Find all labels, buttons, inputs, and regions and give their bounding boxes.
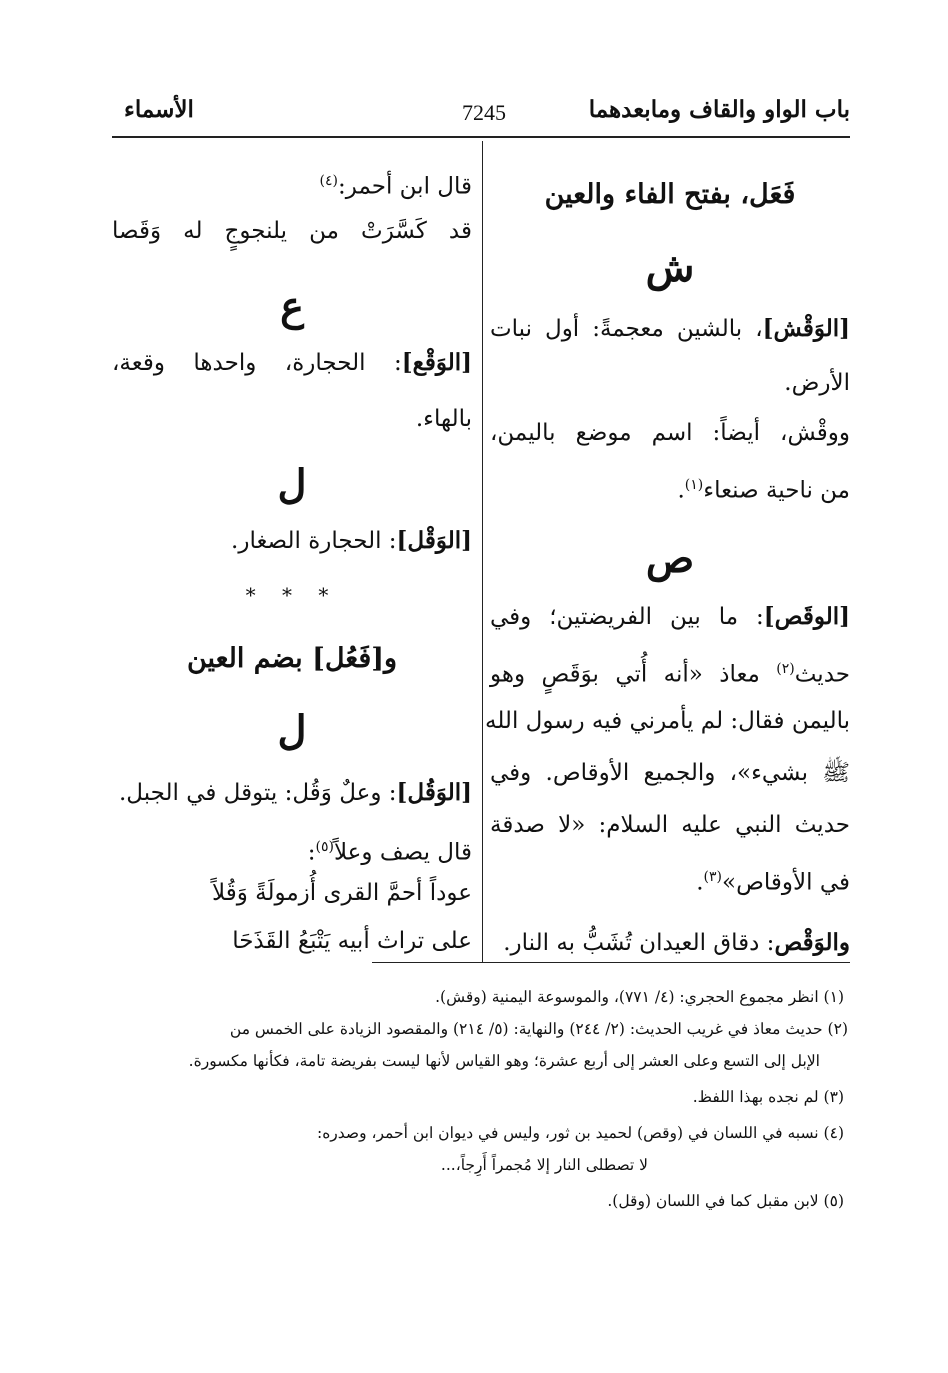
verse-intro bbox=[112, 832, 472, 868]
entry-keyword: [الوقَص] bbox=[763, 603, 850, 630]
letter-heading-shin: ش bbox=[645, 244, 695, 291]
entry-text: . bbox=[696, 869, 704, 896]
entry-waqsh-line1 bbox=[490, 314, 850, 344]
entry-waqs bbox=[490, 928, 850, 958]
footnote-separator bbox=[372, 962, 850, 963]
entry-waq-line1 bbox=[112, 348, 472, 378]
footnote-4: (٤) نسبه في اللسان في (وقص) لحميد بن ثور، وليس في ديوان ابن أحمر، وصدره: bbox=[316, 1124, 844, 1142]
entry-text: : وعلٌ وَقُل: يتوقل في الجبل. bbox=[118, 780, 397, 806]
footnote-3: (٣) لم نجده بهذا اللفظ. bbox=[692, 1088, 844, 1106]
footnote-2: (٢) حديث معاذ في غريب الحديث: (٢/ ٢٤٤) والنهاية: (٥/ ٢١٤) والمقصود الزيادة على الخمس من bbox=[229, 1020, 848, 1038]
section-heading: و[فَعُل] بضم العين bbox=[186, 643, 398, 674]
footnote-4-verse: لا تصطلى النار إلا مُجمراً أَرِجاً،... bbox=[440, 1156, 648, 1174]
entry-text: : الحجارة الصغار. bbox=[231, 528, 397, 554]
entry-waqsh2-line2 bbox=[490, 470, 850, 506]
quote-intro-text: قال ابن أحمر: bbox=[338, 173, 472, 200]
column-divider bbox=[482, 141, 483, 963]
entry-text: من ناحية صنعاء bbox=[703, 477, 850, 504]
section-heading: فَعَل، بفتح الفاء والعين bbox=[544, 179, 796, 210]
entry-keyword: [الوَقْش] bbox=[762, 315, 850, 342]
entry-keyword: [الوَقْع] bbox=[401, 349, 472, 376]
footnote-1: (١) انظر مجموع الحجري: (٤/ ٧٧١)، والموسوعة اليمنية (وقش). bbox=[435, 988, 844, 1006]
entry-waql bbox=[112, 526, 472, 556]
entry-text: ، بالشين معجمةً: أول نبات bbox=[490, 316, 763, 342]
verse-intro-text: قال يصف وعلاً bbox=[333, 839, 472, 866]
entry-text: حديث bbox=[794, 661, 850, 688]
entry-keyword: [الوَقُل] bbox=[396, 779, 472, 806]
footnote-ref: (٤) bbox=[319, 173, 339, 189]
footnote-2-cont: الإبل إلى التسع وعلى العشر إلى أربع عشرة؛ وهو القياس لأنها ليست بفريضة تامة، فكأنها مكسورة. bbox=[188, 1052, 820, 1070]
footnote-ref: (٥) bbox=[315, 839, 334, 855]
entry-text: : ما بين الفريضتين؛ وفي bbox=[490, 604, 764, 630]
entry-text: : الحجارة، واحدها وقعة، bbox=[112, 350, 402, 376]
verse-line: على تراث أبيه يَتْبَعُ القَذَحَا bbox=[232, 928, 472, 954]
letter-heading-ayn: ع bbox=[280, 283, 304, 330]
footnote-ref: (١) bbox=[684, 477, 704, 493]
entry-wuql bbox=[112, 778, 472, 808]
entry-text: : دقاق العيدان تُشَبُّ به النار. bbox=[503, 930, 775, 956]
entry-waqas-line3: باليمن فقال: لم يأمرني فيه رسول الله bbox=[484, 708, 850, 734]
entry-waqas-line1 bbox=[490, 602, 850, 632]
page-number: 7245 bbox=[462, 100, 506, 125]
entry-text: معاذ «أنه أُتي بوَقَصٍ وهو bbox=[490, 661, 777, 688]
entry-keyword: والوَقْص bbox=[774, 929, 850, 956]
verse-intro-end: : bbox=[307, 839, 316, 866]
chapter-title: باب الواو والقاف ومابعدهما bbox=[588, 96, 850, 123]
footnote-ref: (٢) bbox=[776, 661, 795, 677]
entry-waqas-line6 bbox=[490, 862, 850, 898]
entry-waqas-line4: ﷺ بشيء»، والجميع الأوقاص. وفي bbox=[490, 760, 850, 786]
quote-intro bbox=[112, 166, 472, 202]
verse-line: عوداً أحمَّ القرى أُزمولَةً وَقُلاً bbox=[212, 880, 472, 906]
letter-heading-sad: ص bbox=[645, 535, 695, 582]
entry-waqas-line5: حديث النبي عليه السلام: «لا صدقة bbox=[490, 812, 850, 838]
entry-text: . bbox=[677, 477, 685, 504]
letter-heading-lam: ل bbox=[277, 461, 307, 508]
entry-waqsh2-line1: ووقْش، أيضاً: اسم موضع باليمن، bbox=[490, 420, 850, 446]
letter-heading-lam: ل bbox=[277, 707, 307, 754]
entry-text: في الأوقاص» bbox=[722, 869, 850, 896]
footnote-ref: (٣) bbox=[703, 869, 723, 885]
entry-waq-line2: بالهاء. bbox=[415, 406, 472, 432]
section-title: الأسماء bbox=[124, 96, 194, 123]
entry-keyword: [الوَقْل] bbox=[396, 527, 472, 554]
footnote-5: (٥) لابن مقبل كما في اللسان (وقل). bbox=[607, 1192, 844, 1210]
entry-waqas-line2 bbox=[490, 654, 850, 690]
entry-waqsh-line2: الأرض. bbox=[784, 370, 850, 396]
verse-line: قد كَسَّرَتْ من يلنجوجٍ له وَقَصا bbox=[112, 218, 472, 244]
header-rule bbox=[112, 136, 850, 138]
section-separator-stars: * * * bbox=[245, 583, 339, 607]
